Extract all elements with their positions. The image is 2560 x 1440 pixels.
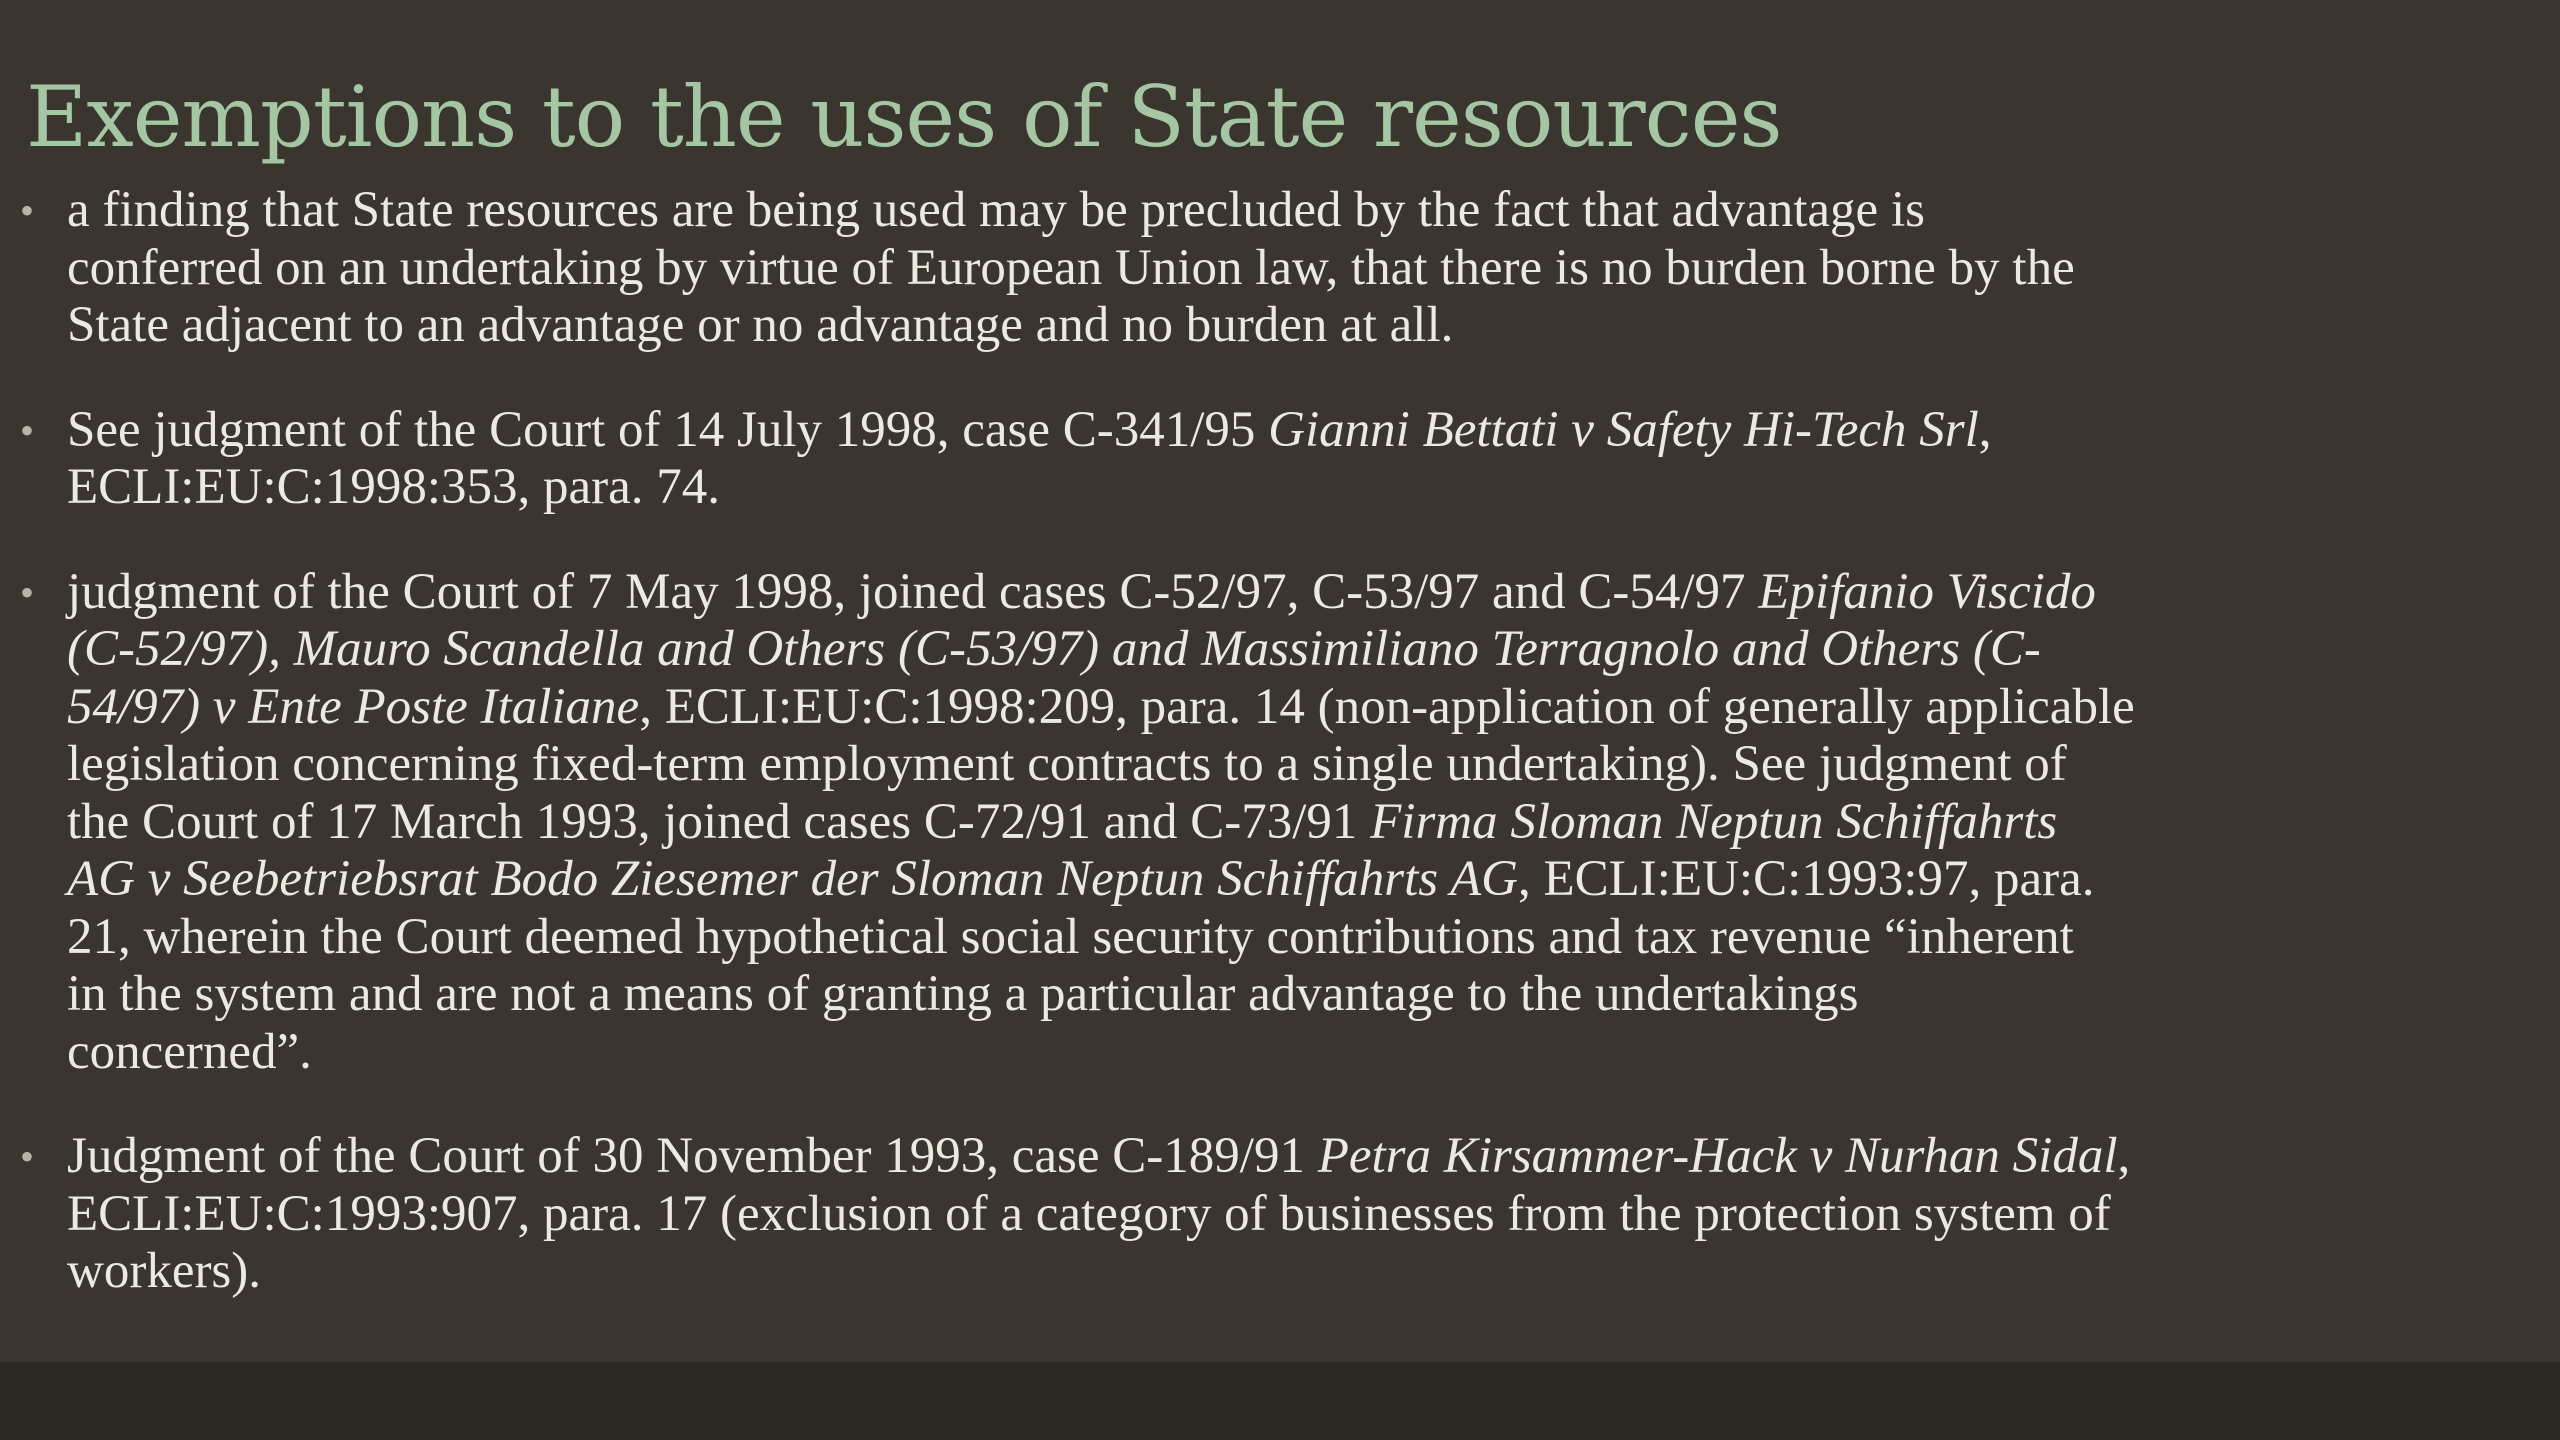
bullet-text-line bbox=[67, 736, 2540, 794]
bullet-marker: • bbox=[20, 188, 35, 233]
bullet-text-line bbox=[67, 794, 2540, 852]
bullet-text: See judgment of the Court of 14 July 1998, case C-341/95 bbox=[67, 401, 1269, 458]
bullet-text: a finding that State resources are being used may be precluded by the fact that advantage is bbox=[67, 182, 1925, 238]
bullet-text-line bbox=[67, 297, 2540, 355]
bullet-text: 21, wherein the Court deemed hypothetical social security contributions and tax revenue “inherent bbox=[67, 908, 2074, 965]
bullet-text: workers). bbox=[67, 1243, 262, 1299]
case-name-italic: Petra Kirsammer-Hack v Nurhan Sidal bbox=[1317, 1128, 2118, 1184]
bullet-text: , ECLI:EU:C:1993:97, para. bbox=[1517, 851, 2095, 907]
bullet-item bbox=[0, 182, 2560, 355]
bullet-text: State adjacent to an advantage or no advantage and no burden at all. bbox=[67, 297, 1454, 353]
bullet-text: conferred on an undertaking by virtue of European Union law, that there is no burden borne by the bbox=[67, 239, 2075, 296]
bullet-text-line bbox=[67, 679, 2540, 737]
bullet-text-line bbox=[67, 564, 2540, 622]
bullet-text: ECLI:EU:C:1998:353, para. 74. bbox=[67, 459, 720, 515]
bullet-item bbox=[0, 564, 2560, 1082]
case-name-italic: Gianni Bettati v Safety Hi-Tech Srl bbox=[1268, 401, 1979, 458]
bullet-text: , ECLI:EU:C:1998:209, para. 14 (non-application of generally applicable bbox=[639, 678, 2135, 735]
bullet-text: legislation concerning fixed-term employment contracts to a single undertaking). See judgment of bbox=[67, 736, 2067, 792]
bullet-item bbox=[0, 1128, 2560, 1301]
slide-title: Exemptions to the uses of State resources bbox=[26, 68, 1782, 166]
bullet-text: concerned”. bbox=[67, 1023, 312, 1080]
bullet-text: Judgment of the Court of 30 November 1993, case C-189/91 bbox=[67, 1128, 1318, 1184]
bullet-text-line bbox=[67, 909, 2540, 967]
bullet-text-line bbox=[67, 621, 2540, 679]
bullet-text-line bbox=[67, 851, 2540, 909]
bullet-text-line bbox=[67, 1128, 2540, 1186]
bullet-marker: • bbox=[20, 1134, 35, 1179]
bullet-text-line bbox=[67, 1186, 2540, 1244]
case-name-italic: Epifanio Viscido bbox=[1758, 563, 2096, 620]
bullet-item bbox=[0, 402, 2560, 517]
bullet-marker: • bbox=[20, 407, 35, 453]
bullet-text-line bbox=[67, 966, 2540, 1024]
footer-band bbox=[0, 1362, 2560, 1440]
case-name-italic: AG v Seebetriebsrat Bodo Ziesemer der Sloman Neptun Schiffahrts AG bbox=[67, 851, 1518, 907]
bullet-text-line bbox=[67, 1024, 2540, 1082]
bullet-text: judgment of the Court of 7 May 1998, joined cases C-52/97, C-53/97 and C-54/97 bbox=[67, 563, 1759, 620]
bullet-text: the Court of 17 March 1993, joined cases C-72/91 and C-73/91 bbox=[67, 793, 1371, 850]
bullet-text: , bbox=[2117, 1128, 2131, 1184]
bullet-text-line bbox=[67, 1243, 2540, 1301]
case-name-italic: (C-52/97), Mauro Scandella and Others (C-53/97) and Massimiliano Terragnolo and Others (C- bbox=[67, 621, 2041, 677]
bullet-marker: • bbox=[20, 569, 35, 615]
case-name-italic: Firma Sloman Neptun Schiffahrts bbox=[1370, 793, 2058, 850]
bullet-text: in the system and are not a means of granting a particular advantage to the undertakings bbox=[67, 966, 1859, 1022]
bullet-text: , bbox=[1978, 401, 1992, 458]
bullet-text: ECLI:EU:C:1993:907, para. 17 (exclusion of a category of businesses from the protection system of bbox=[67, 1185, 2111, 1242]
bullet-text-line bbox=[67, 182, 2540, 240]
case-name-italic: 54/97) v Ente Poste Italiane bbox=[67, 678, 640, 735]
bullet-text-line bbox=[67, 240, 2540, 298]
bullet-text-line bbox=[67, 459, 2540, 517]
bullet-text-line bbox=[67, 402, 2540, 460]
bullet-list bbox=[0, 182, 2560, 1348]
